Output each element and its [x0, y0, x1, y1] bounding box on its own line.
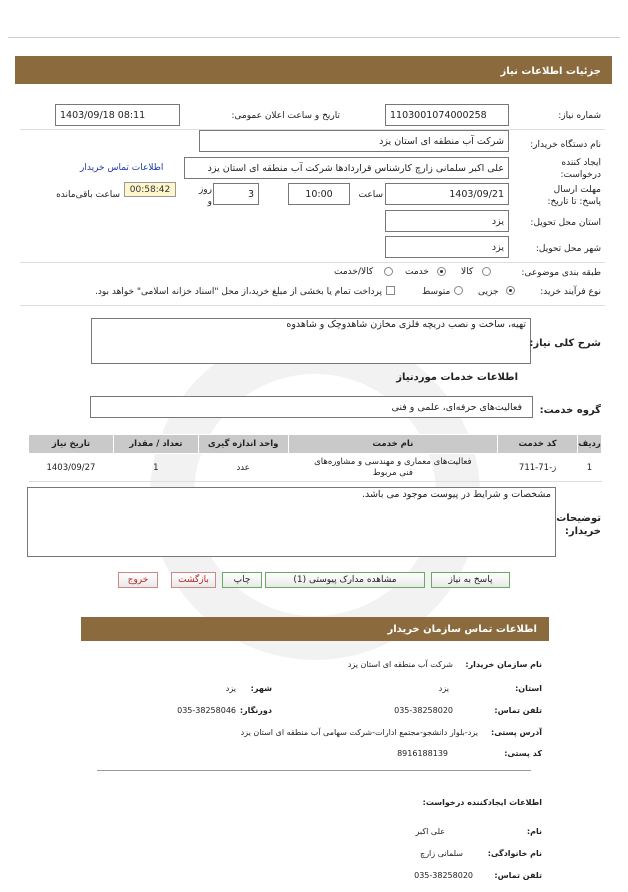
table-header-row — [29, 435, 602, 454]
contact-title: اطلاعات تماس سازمان خریدار — [387, 624, 537, 635]
deadline-date-field: 1403/09/21 — [385, 183, 509, 205]
row-divider — [20, 262, 605, 263]
remaining-time-label: ساعت باقی‌مانده — [56, 190, 120, 200]
cell-service-name: فعالیت‌های معماری و مهندسی و مشاوره‌های فنی مربوط — [288, 454, 498, 482]
requester-phone-label: تلفن تماس: — [494, 871, 542, 880]
col-need-date: تاریخ نیاز — [29, 435, 114, 454]
need-number-field: 1103001074000258 — [385, 104, 509, 126]
service-group-field: فعالیت‌های حرفه‌ای، علمی و فنی — [90, 396, 533, 418]
fax-label: دورنگار: — [239, 706, 272, 715]
service-group-label: گروه خدمت: — [539, 405, 601, 416]
creator-field: علی اکبر سلمانی زارچ کارشناس قراردادها شرکت آب منطقه ای استان یزد — [184, 157, 509, 179]
top-divider — [8, 37, 620, 38]
deadline-time-label: ساعت — [358, 190, 383, 200]
section-title: جزئیات اطلاعات نیاز — [500, 66, 601, 77]
announce-datetime-label: تاریخ و ساعت اعلان عمومی: — [231, 111, 340, 121]
phone-value: 035-38258020 — [394, 706, 453, 715]
purchase-minor-label: جزیی — [478, 287, 499, 297]
buyer-org-label: نام دستگاه خریدار: — [530, 140, 601, 150]
cell-quantity: 1 — [113, 454, 198, 482]
remaining-time-badge: 00:58:42 — [124, 182, 176, 197]
deadline-days-field: 3 — [213, 183, 259, 205]
purchase-type-label: نوع فرآیند خرید: — [540, 287, 601, 297]
delivery-province-label: استان محل تحویل: — [530, 218, 601, 228]
summary-label: شرح کلی نیاز: — [529, 338, 601, 349]
address-value: یزد-بلوار دانشجو-مجتمع ادارات-شرکت سهامی آب منطقه ای استان یزد — [240, 728, 478, 737]
treasury-bond-note: پرداخت تمام یا بخشی از مبلغ خرید،از محل "اسناد خزانه اسلامی" خواهد بود. — [94, 287, 382, 297]
back-button[interactable]: بازگشت — [171, 572, 216, 588]
requester-last-label: نام خانوادگی: — [487, 849, 542, 858]
province-label: استان: — [515, 684, 542, 693]
services-title: اطلاعات خدمات موردنیاز — [396, 372, 518, 383]
print-button[interactable]: چاپ — [222, 572, 262, 588]
treasury-bond-checkbox[interactable] — [386, 286, 395, 295]
col-row-number: ردیف — [578, 435, 602, 454]
city-value: یزد — [225, 684, 236, 693]
category-both-label: کالا/خدمت — [334, 267, 374, 277]
creator-label: ایجاد کننده درخواست: — [560, 158, 601, 180]
requester-first-label: نام: — [526, 827, 542, 836]
col-quantity: تعداد / مقدار — [113, 435, 198, 454]
exit-button[interactable]: خروج — [118, 572, 158, 588]
deadline-time-field: 10:00 — [288, 183, 350, 205]
view-attachments-button[interactable]: مشاهده مدارک پیوستی (1) — [265, 572, 425, 588]
address-label: آدرس پستی: — [491, 728, 542, 737]
province-value: یزد — [438, 684, 449, 693]
requester-title: اطلاعات ایجادکننده درخواست: — [422, 798, 542, 807]
cell-service-code: ز-71-711 — [498, 454, 578, 482]
category-both-radio[interactable] — [384, 267, 393, 276]
row-divider — [20, 305, 605, 306]
requester-phone-value: 035-38258020 — [414, 871, 473, 880]
category-goods-radio[interactable] — [482, 267, 491, 276]
category-service-radio[interactable] — [437, 267, 446, 276]
fax-value: 035-38258046 — [177, 706, 236, 715]
buyer-contact-link[interactable]: اطلاعات تماس خریدار — [80, 163, 164, 173]
category-service-label: خدمت — [405, 267, 429, 277]
contact-divider — [97, 770, 531, 771]
purchase-minor-radio[interactable] — [506, 286, 515, 295]
need-number-label: شماره نیاز: — [558, 111, 601, 121]
category-goods-label: کالا — [461, 267, 474, 277]
buyer-notes-field: مشخصات و شرایط در پیوست موجود می باشد. — [27, 487, 556, 557]
purchase-medium-radio[interactable] — [454, 286, 463, 295]
cell-row-number: 1 — [578, 454, 602, 482]
service-table — [28, 434, 602, 482]
buyer-org-field: شرکت آب منطقه ای استان یزد — [199, 130, 509, 152]
table-row — [29, 454, 602, 482]
city-label: شهر: — [250, 684, 272, 693]
requester-first-value: علی اکبر — [415, 827, 445, 836]
delivery-city-field: یزد — [385, 236, 509, 258]
category-label: طبقه بندی موضوعی: — [521, 268, 601, 278]
deadline-days-label: روز و — [198, 185, 212, 207]
col-service-code: کد خدمت — [498, 435, 578, 454]
cell-need-date: 1403/09/27 — [29, 454, 114, 482]
announce-datetime-field: 1403/09/18 08:11 — [55, 104, 180, 126]
col-unit: واحد اندازه گیری — [198, 435, 288, 454]
postal-label: کد پستی: — [504, 749, 542, 758]
delivery-city-label: شهر محل تحویل: — [535, 244, 601, 254]
purchase-medium-label: متوسط — [422, 287, 451, 297]
deadline-label: مهلت ارسال پاسخ: تا تاریخ: — [547, 185, 601, 207]
cell-unit: عدد — [198, 454, 288, 482]
buyer-notes-label: توضیحات خریدار: — [556, 513, 601, 537]
phone-label: تلفن تماس: — [494, 706, 542, 715]
org-label: نام سازمان خریدار: — [465, 660, 542, 669]
delivery-province-field: یزد — [385, 210, 509, 232]
postal-value: 8916188139 — [397, 749, 448, 758]
org-value: شرکت آب منطقه ای استان یزد — [347, 660, 453, 669]
summary-field: تهیه، ساخت و نصب دریچه فلزی مخازن شاهدوچک و شاهدوه — [91, 318, 531, 364]
reply-button[interactable]: پاسخ به نیاز — [431, 572, 510, 588]
col-service-name: نام خدمت — [288, 435, 498, 454]
requester-last-value: سلمانی زارچ — [420, 849, 463, 858]
